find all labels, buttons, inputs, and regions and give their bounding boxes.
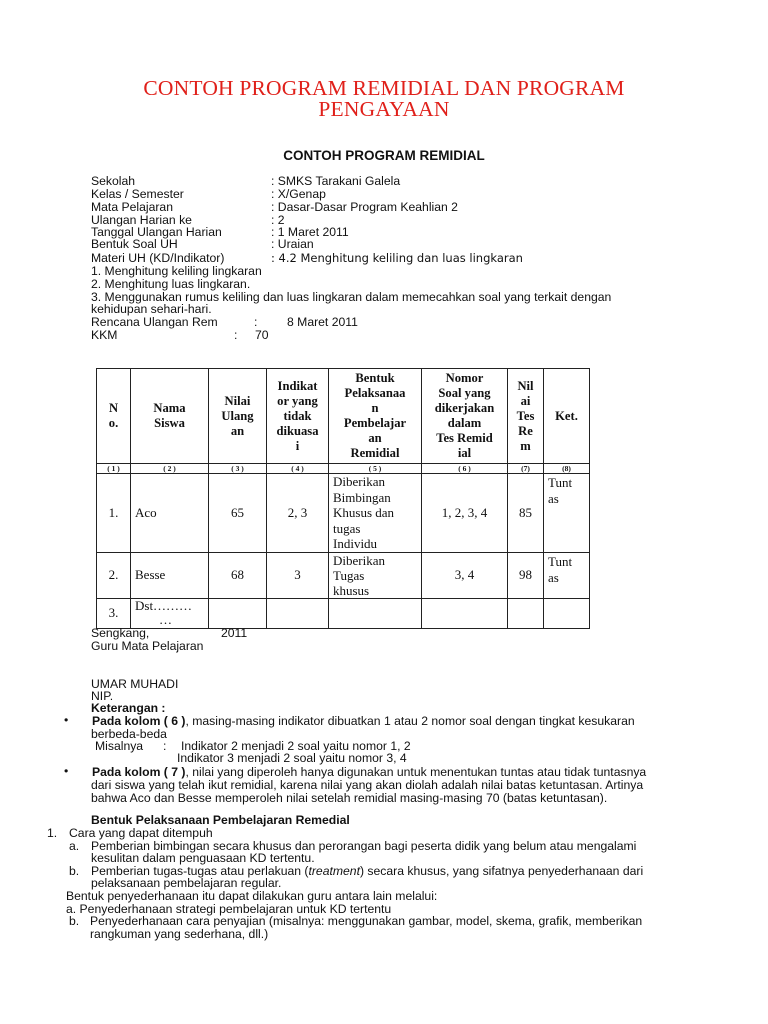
indicator-3: 3. Menggunakan rumus keliling dan luas lingkaran dalam memecahkan soal yang terkait dengan [91,290,612,304]
col-number: ( 6 ) [422,464,508,474]
cell-bentuk [329,598,422,628]
table-row [97,598,590,628]
penyederhanaan-a: a. Penyederhanaan strategi pembelajaran untuk KD tertentu [66,902,392,916]
cell-ket: Tunt as [544,552,590,598]
signature-name: UMAR MUHADI [91,677,179,691]
info-label: Mata Pelajaran [91,200,173,214]
rencana-label: Rencana Ulangan Rem [91,315,218,329]
info-label: Tanggal Ulangan Harian [91,225,222,239]
list-b-label: b. [69,864,80,878]
table-row [97,474,590,553]
remedial-table [96,368,590,629]
col-number: ( 3 ) [209,464,267,474]
signature-nip: NIP. [91,689,114,703]
cell-nilai-tes [508,598,544,628]
header-indikator: Indikat or yang tidak dikuasa i [267,369,329,464]
col-number: ( 1 ) [97,464,131,474]
info-label: Materi UH (KD/Indikator) [91,251,225,265]
cell-bentuk: Diberikan Bimbingan Khusus dan tugas Individu [329,474,422,553]
cell-nilai-tes: 98 [508,552,544,598]
header-ket: Ket. [544,369,590,464]
info-label: Bentuk Soal UH [91,237,178,251]
indicator-1: 1. Menghitung keliling lingkaran [91,264,262,278]
list-a-line2: kesulitan dalam penguasaan KD tertentu. [91,851,315,865]
info-value: : 1 Maret 2011 [271,225,349,239]
rencana-value: 8 Maret 2011 [287,315,358,329]
kkm-value: 70 [255,328,269,342]
col-number: ( 4 ) [267,464,329,474]
table-row [97,552,590,598]
penyederhanaan-b-line1: Penyederhanaan cara penyajian (misalnya: menggunakan gambar, model, skema, grafik, memberikan [90,914,643,928]
header-nilai: Nilai Ulang an [209,369,267,464]
header-bentuk: Bentuk Pelaksanaa n Pembelajar an Remidial [329,369,422,464]
penyederhanaan-b-line2: rangkuman yang sederhana, dll.) [90,927,269,941]
penyederhanaan-b-label: b. [69,914,80,928]
header-no: N o. [97,369,131,464]
rencana-sep: : [254,315,258,329]
col-number: ( 5 ) [329,464,422,474]
main-title-line-2: PENGAYAAN [318,97,450,121]
kkm-sep: : [234,328,238,342]
info-value: : X/Genap [271,187,326,201]
info-value: : 2 [271,213,285,227]
list-a-line1: Pemberian bimbingan secara khusus dan perorangan bagi peserta didik yang belum atau mengalami [91,839,637,853]
info-value: : 4.2 Menghitung keliling dan luas lingkaran [271,251,523,265]
penyederhanaan-intro: Bentuk penyederhanaan itu dapat dilakukan guru antara lain melalui: [66,889,438,903]
cell-no: 3. [97,598,131,628]
main-title [0,78,768,120]
cell-nama: Besse [131,552,209,598]
cell-nama: Aco [131,474,209,553]
signature-year: 2011 [221,626,248,640]
misalnya-2: Indikator 3 menjadi 2 soal yaitu nomor 3, 4 [177,751,407,765]
bentuk-title: Bentuk Pelaksanaan Pembelajaran Remedial [91,813,350,827]
list-item-1: Cara yang dapat ditempuh [69,826,213,840]
cell-ket [544,598,590,628]
keterangan-title: Keterangan : [91,701,166,715]
info-value: : Dasar-Dasar Program Keahlian 2 [271,200,458,214]
cell-indikator: 2, 3 [267,474,329,553]
info-label: Kelas / Semester [91,187,184,201]
cell-nama: Dst……… … [131,598,209,628]
cell-nilai: 68 [209,552,267,598]
signature-role: Guru Mata Pelajaran [91,639,204,653]
indicator-3-cont: kehidupan sehari-hari. [91,302,212,316]
header-nomor: Nomor Soal yang dikerjakan dalam Tes Remid ial [422,369,508,464]
cell-nomor: 3, 4 [422,552,508,598]
kkm-label: KKM [91,328,118,342]
cell-indikator [267,598,329,628]
table-header-row [97,369,590,464]
misalnya-1: Indikator 2 menjadi 2 soal yaitu nomor 1, 2 [181,739,411,753]
cell-indikator: 3 [267,552,329,598]
list-b-line1: Pemberian tugas-tugas atau perlakuan (treatment) secara khusus, yang sifatnya penyederhanaan dari [91,864,644,878]
misalnya-label: Misalnya [95,739,144,753]
keterangan-item-1: Pada kolom ( 6 ), masing-masing indikator dibuatkan 1 atau 2 nomor soal dengan tingkat kesukaran [92,714,635,728]
cell-nomor: 1, 2, 3, 4 [422,474,508,553]
main-title-line-1: CONTOH PROGRAM REMIDIAL DAN PROGRAM [143,76,625,100]
keterangan-item-2-cont2: bahwa Aco dan Besse memperoleh nilai setelah remidial masing-masing 70 (batas ketuntasan). [91,791,608,805]
col-number: ( 2 ) [131,464,209,474]
cell-nilai-tes: 85 [508,474,544,553]
cell-no: 2. [97,552,131,598]
cell-bentuk: Diberikan Tugas khusus [329,552,422,598]
bullet-icon: • [64,713,69,727]
info-label: Ulangan Harian ke [91,213,192,227]
indicator-2: 2. Menghitung luas lingkaran. [91,277,251,291]
column-number-row [97,464,590,474]
header-nilai-tes: Nil ai Tes Re m [508,369,544,464]
info-value: : Uraian [271,237,314,251]
list-a-label: a. [69,839,80,853]
section-title: CONTOH PROGRAM REMIDIAL [283,148,485,163]
cell-ket: Tunt as [544,474,590,553]
col-number: (8) [544,464,590,474]
list-number: 1. [47,826,58,840]
misalnya-sep: : [163,739,167,753]
keterangan-item-2: Pada kolom ( 7 ), nilai yang diperoleh hanya digunakan untuk menentukan tuntas atau tidak tuntasnya [92,765,647,779]
list-b-line2: pelaksanaan pembelajaran regular. [91,876,282,890]
header-nama: Nama Siswa [131,369,209,464]
cell-nomor [422,598,508,628]
info-label: Sekolah [91,174,136,188]
bullet-icon: • [64,764,69,778]
info-value: : SMKS Tarakani Galela [271,174,401,188]
keterangan-item-1-cont: berbeda-beda [91,727,167,741]
col-number: (7) [508,464,544,474]
keterangan-item-2-cont: dari siswa yang telah ikut remidial, karena nilai yang akan diolah adalah nilai batas ketuntasan. Artinya [91,778,644,792]
cell-no: 1. [97,474,131,553]
cell-nilai: 65 [209,474,267,553]
cell-nilai [209,598,267,628]
signature-place: Sengkang, [91,626,150,640]
